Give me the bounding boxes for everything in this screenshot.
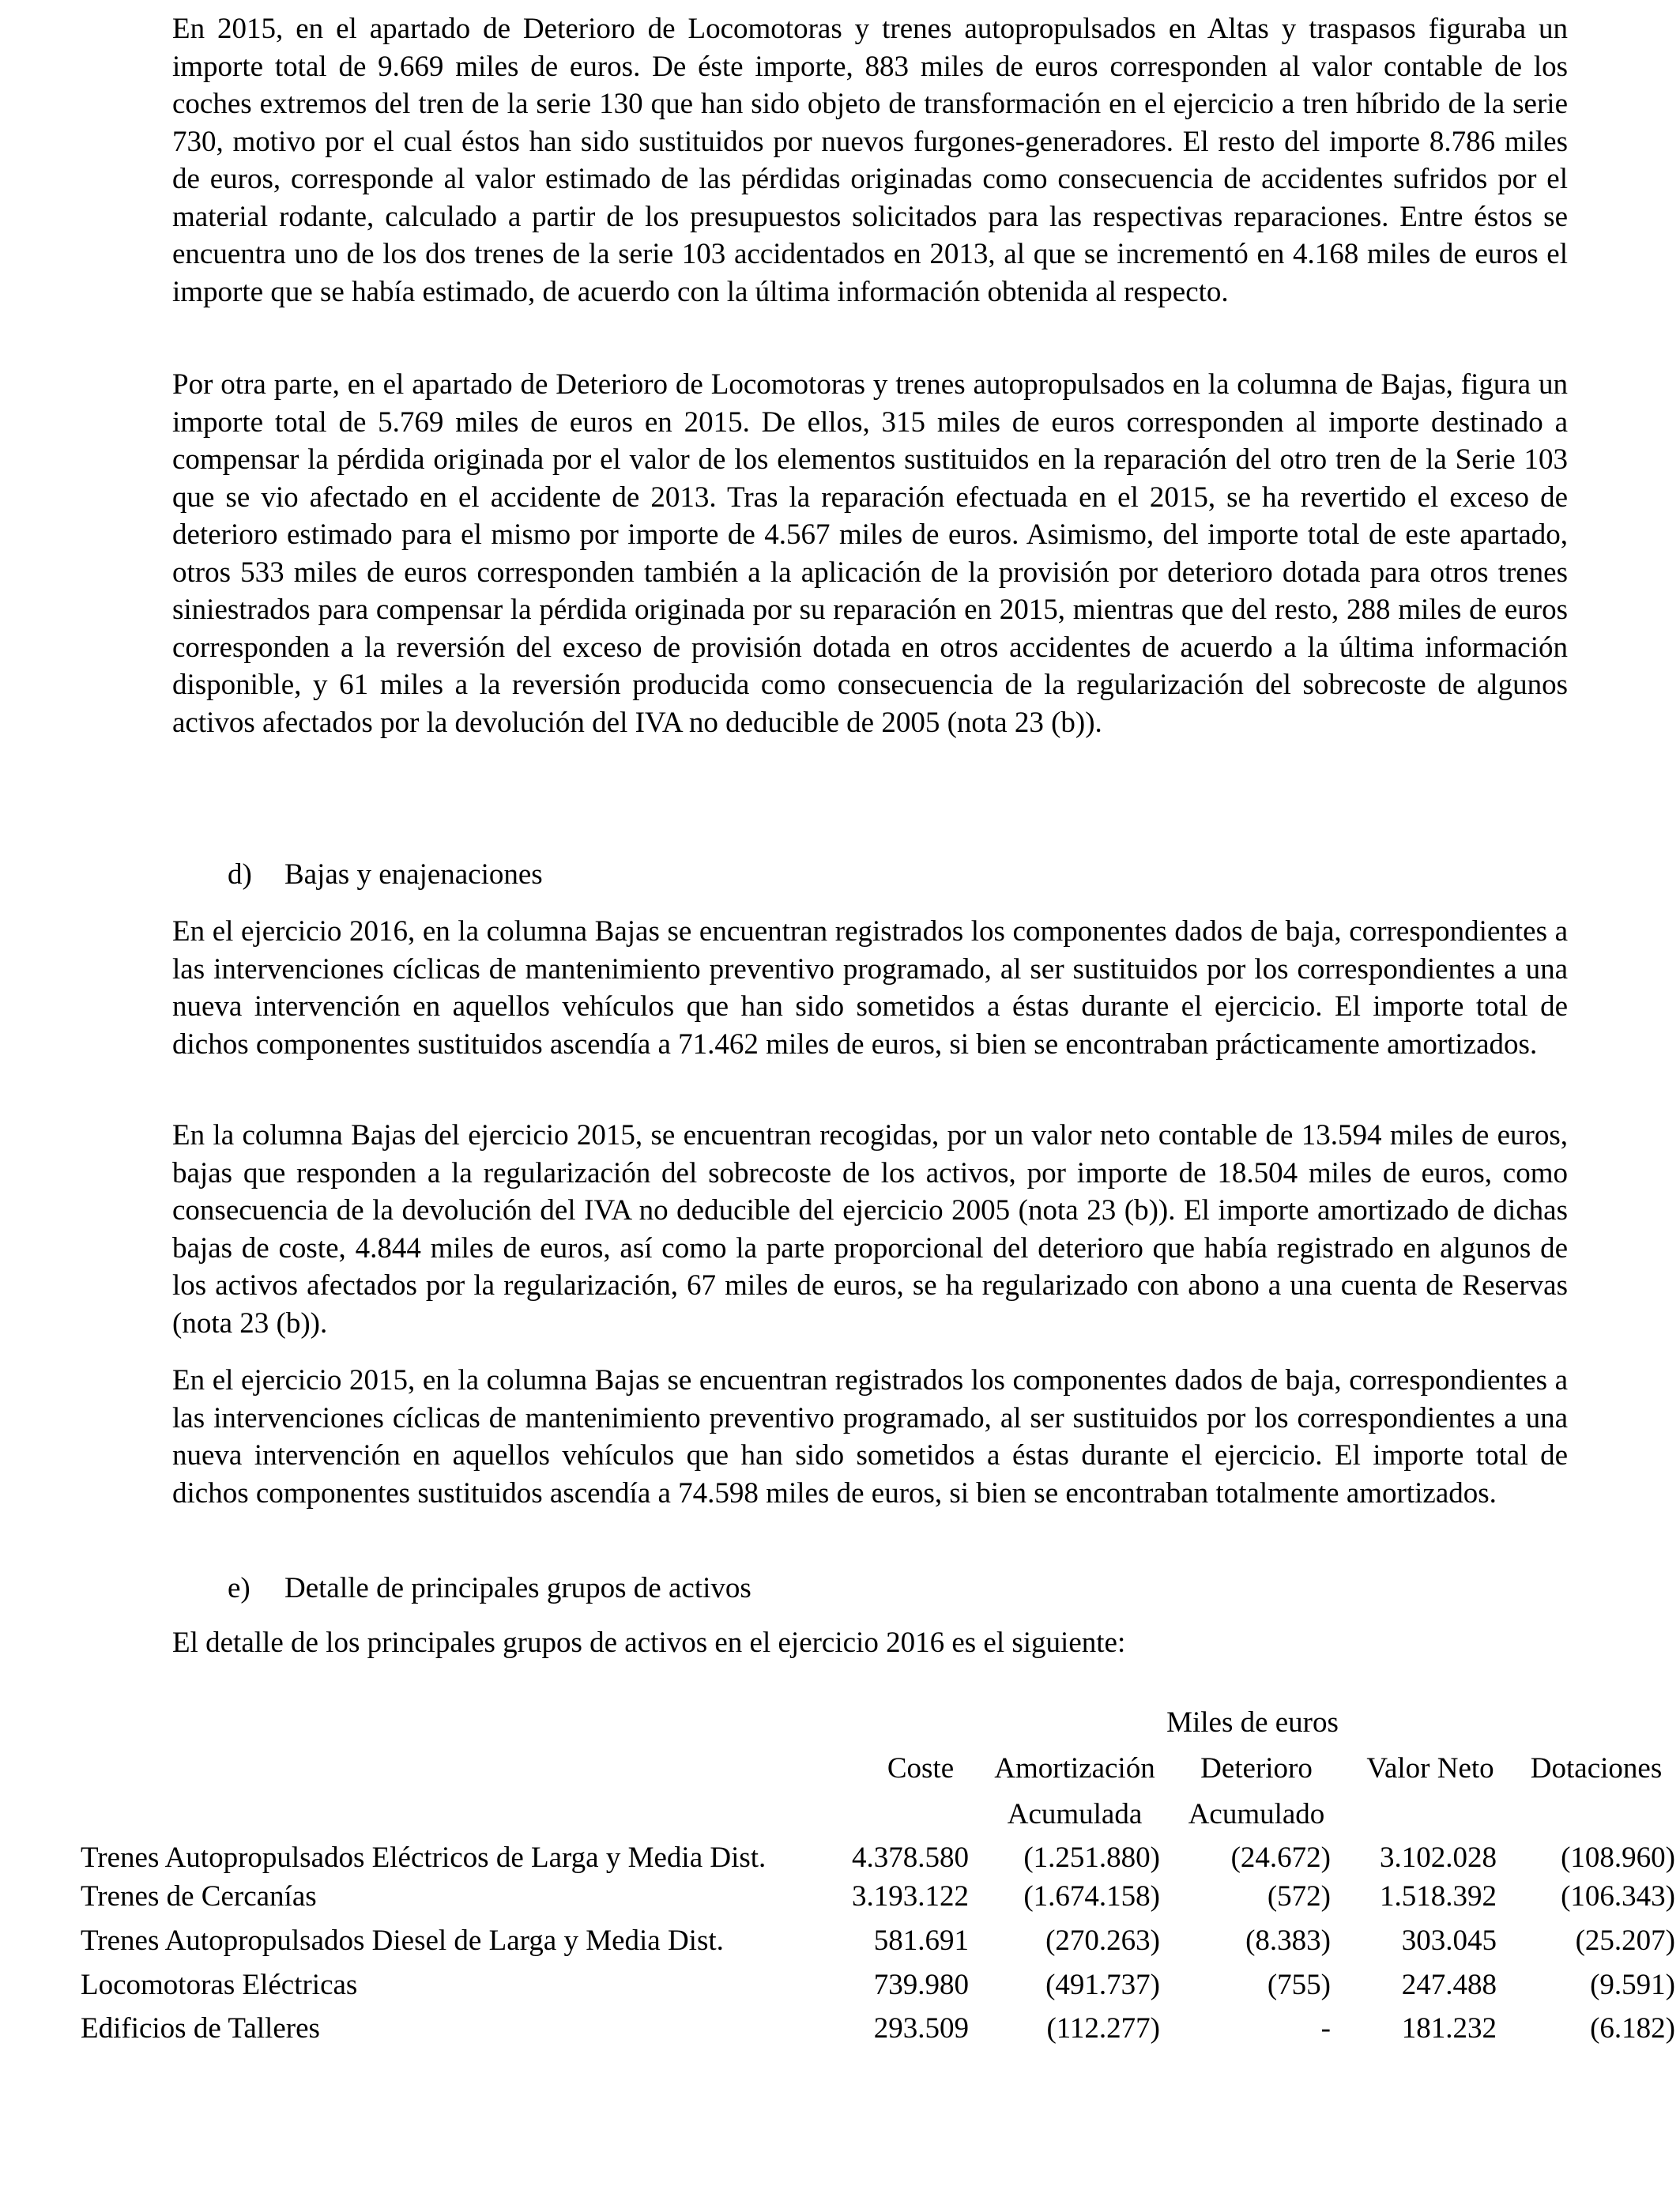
cell-dotaciones: (25.207) bbox=[1575, 1924, 1675, 1957]
row-label: Trenes Autopropulsados Eléctricos de Larga y Media Dist. bbox=[81, 1842, 767, 1874]
cell-valor-neto: 1.518.392 bbox=[1380, 1880, 1497, 1913]
row-label: Locomotoras Eléctricas bbox=[81, 1969, 358, 2001]
cell-coste: 581.691 bbox=[873, 1924, 969, 1957]
paragraph-detalle-intro: El detalle de los principales grupos de activos en el ejercicio 2016 es el siguiente: bbox=[172, 1627, 1126, 1659]
column-header-deterioro-line2: Acumulado bbox=[1188, 1798, 1325, 1830]
column-header-valor-neto: Valor Neto bbox=[1366, 1752, 1494, 1785]
row-label: Edificios de Talleres bbox=[81, 2012, 320, 2045]
paragraph-deterioro-altas: En 2015, en el apartado de Deterioro de Locomotoras y trenes autopropulsados en Altas y traspasos figuraba un importe total de 9.669 miles de euros. De éste importe, 883 miles de euros corresponden al valor contable de los coches extremos del tren de la serie 130 que han sido objeto de transformación en el ejercicio a tren híbrido de la serie 730, motivo por el cual éstos han sido sustituidos por nuevos furgones-generadores. El resto del importe 8.786 miles de euros, corresponde al valor estimado de las pérdidas originadas como consecuencia de accidentes sufridos por el material rodante, calculado a partir de los presupuestos solicitados para las respectivas reparaciones. Entre éstos se encuentra uno de los dos trenes de la serie 103 accidentados en 2013, al que se incrementó en 4.168 miles de euros el importe que se había estimado, de acuerdo con la última información obtenida al respecto. bbox=[172, 13, 1568, 308]
cell-dotaciones: (106.343) bbox=[1561, 1880, 1675, 1913]
column-header-amortizacion-line2: Acumulada bbox=[1007, 1798, 1143, 1830]
cell-amortizacion: (1.251.880) bbox=[1023, 1842, 1160, 1874]
cell-amortizacion: (112.277) bbox=[1046, 2012, 1160, 2045]
cell-deterioro: (24.672) bbox=[1230, 1842, 1331, 1874]
cell-amortizacion: (491.737) bbox=[1045, 1969, 1160, 2001]
heading-bajas-enajenaciones bbox=[228, 856, 543, 894]
cell-coste: 293.509 bbox=[873, 2012, 969, 2045]
cell-dotaciones: (6.182) bbox=[1590, 2012, 1675, 2045]
cell-deterioro: (755) bbox=[1267, 1969, 1331, 2001]
heading-letter: e) bbox=[228, 1572, 250, 1604]
column-header-amortizacion: Amortización bbox=[994, 1752, 1155, 1785]
cell-deterioro: - bbox=[1320, 2012, 1331, 2045]
column-header-deterioro: Deterioro bbox=[1200, 1752, 1313, 1785]
cell-valor-neto: 181.232 bbox=[1401, 2012, 1497, 2045]
column-header-dotaciones: Dotaciones bbox=[1530, 1752, 1663, 1785]
cell-dotaciones: (9.591) bbox=[1590, 1969, 1675, 2001]
cell-coste: 4.378.580 bbox=[852, 1842, 969, 1874]
paragraph-deterioro-bajas: Por otra parte, en el apartado de Deterioro de Locomotoras y trenes autopropulsados en la columna de Bajas, figura un importe total de 5.769 miles de euros en 2015. De ellos, 315 miles de euros corresponden al importe destinado a compensar la pérdida originada por el valor de los elementos sustituidos en la reparación del otro tren de la Serie 103 que se vio afectado en el accidente de 2013. Tras la reparación efectuada en el 2015, se ha revertido el exceso de deterioro estimado para el mismo por importe de 4.567 miles de euros. Asimismo, del importe total de este apartado, otros 533 miles de euros corresponden también a la aplicación de la provisión por deterioro dotada para otros trenes siniestrados para compensar la pérdida originada por su reparación en 2015, mientras que del resto, 288 miles de euros corresponden a la reversión del exceso de provisión dotada en otros accidentes de acuerdo a la última información disponible, y 61 miles a la reversión producida como consecuencia de la regularización del sobrecoste de algunos activos afectados por la devolución del IVA no deducible de 2005 (nota 23 (b)). bbox=[172, 368, 1568, 739]
row-label: Trenes de Cercanías bbox=[81, 1880, 317, 1913]
cell-valor-neto: 303.045 bbox=[1401, 1924, 1497, 1957]
cell-dotaciones: (108.960) bbox=[1561, 1842, 1675, 1874]
heading-title: Detalle de principales grupos de activos bbox=[284, 1572, 751, 1604]
column-header-coste: Coste bbox=[887, 1752, 955, 1785]
cell-coste: 3.193.122 bbox=[852, 1880, 969, 1913]
cell-coste: 739.980 bbox=[873, 1969, 969, 2001]
paragraph-bajas-2015-iva: En la columna Bajas del ejercicio 2015, se encuentran recogidas, por un valor neto contable de 13.594 miles de euros, bajas que responden a la regularización del sobrecoste de los activos, por importe de 18.504 miles de euros, como consecuencia de la devolución del IVA no deducible del ejercicio 2005 (nota 23 (b)). El importe amortizado de dichas bajas de coste, 4.844 miles de euros, así como la parte proporcional del deterioro que había registrado en algunos de los activos afectados por la regularización, 67 miles de euros, se ha regularizado con abono a una cuenta de Reservas (nota 23 (b)). bbox=[172, 1119, 1568, 1340]
cell-valor-neto: 247.488 bbox=[1401, 1969, 1497, 2001]
cell-deterioro: (572) bbox=[1267, 1880, 1331, 1913]
heading-detalle-grupos bbox=[228, 1570, 751, 1608]
cell-amortizacion: (1.674.158) bbox=[1023, 1880, 1160, 1913]
heading-letter: d) bbox=[228, 858, 252, 891]
heading-title: Bajas y enajenaciones bbox=[284, 858, 543, 891]
paragraph-bajas-2016: En el ejercicio 2016, en la columna Bajas se encuentran registrados los componentes dados de baja, correspondientes a las intervenciones cíclicas de mantenimiento preventivo programado, al ser sustituidos por los correspondientes a una nueva intervención en aquellos vehículos que han sido sometidos a éstas durante el ejercicio. El importe total de dichos componentes sustituidos ascendía a 71.462 miles de euros, si bien se encontraban prácticamente amortizados. bbox=[172, 915, 1568, 1061]
cell-valor-neto: 3.102.028 bbox=[1380, 1842, 1497, 1874]
row-label: Trenes Autopropulsados Diesel de Larga y Media Dist. bbox=[81, 1924, 724, 1957]
cell-deterioro: (8.383) bbox=[1245, 1924, 1331, 1957]
cell-amortizacion: (270.263) bbox=[1045, 1924, 1160, 1957]
table-unit-header: Miles de euros bbox=[1166, 1706, 1339, 1739]
paragraph-bajas-2015-componentes: En el ejercicio 2015, en la columna Bajas se encuentran registrados los componentes dados de baja, correspondientes a las intervenciones cíclicas de mantenimiento preventivo programado, al ser sustituidos por los correspondientes a una nueva intervención en aquellos vehículos que han sido sometidos a éstas durante el ejercicio. El importe total de dichos componentes sustituidos ascendía a 74.598 miles de euros, si bien se encontraban totalmente amortizados. bbox=[172, 1364, 1568, 1510]
